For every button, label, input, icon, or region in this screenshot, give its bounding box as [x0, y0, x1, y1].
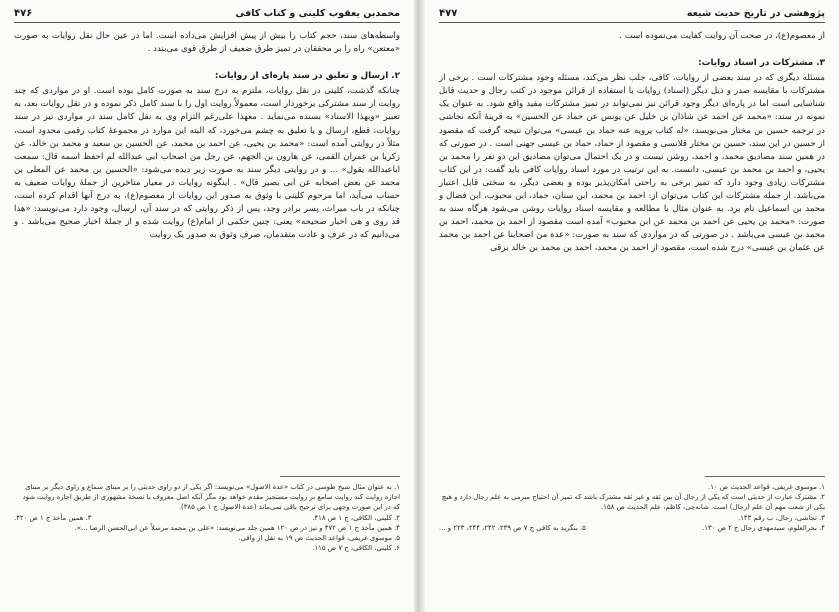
running-title: پژوهشی در تاریخ حدیث شیعه — [686, 8, 825, 19]
left-page — [0, 0, 414, 612]
footnotes — [439, 482, 825, 533]
left-page-body — [14, 30, 400, 242]
footnote: ۴. بحرالعلوم، سیدمهدی رجال ج ۲ ص ۱۳۰. — [702, 523, 825, 532]
section-heading: ۲. ارسال و تعلیق در سند پاره‌ای از روایات: — [214, 71, 400, 82]
right-page-body — [439, 30, 825, 256]
footnote-separator — [280, 476, 400, 477]
page-number: ۴۷۷ — [439, 8, 458, 19]
footnote: ۱. به عنوان مثال شیخ طوسی در کتاب «عدة الاصول» می‌نویسد: اگر یکی از دو راوی حدیثی را بر مبنای سماع و راوی دیگر بر مبنای اجازه روایت کند روایت سامع بر روایت مستجیز مقدم خواهد بود مگر آنکه اصل معروف یا نسخهٔ مشهوری از طریق اجازه روایت شود که در این صورت وجهی برای ترجیح باقی نمی‌ماند (عدة الاصول ج ۱ ص ۳۸۵). — [22, 483, 400, 512]
book-gutter — [414, 0, 425, 612]
body-paragraph: از معصوم(ع)، در صحت آن روایت کفایت می‌نموده است . — [619, 31, 825, 41]
footnote: ۲. کلینی، الکافی، ج ۱ ص ۴۱۸. — [312, 513, 400, 522]
footnote: ۳. همین مأخذ ج ۱ ص ۴۲۰. — [14, 513, 92, 522]
footnote-separator — [705, 476, 825, 477]
footnote: ۲. مشترک عبارت از حدیثی است که یکی از رجال آن بین ثقه و غیر ثقه مشترک باشد که تمیز آن احتیاج مبرمی به علم رجال دارد و هیچ یکی از شعب مهم آن علم (رجال) است. شانه‌چی، کاظم، علم الحدیث ص ۱۵۸. — [441, 493, 825, 512]
body-paragraph: چنانکه گذشت، کلینی در نقل روایات، ملتزم به درج سند به صورت کامل بوده است. او در مواردی که چند روایت از سند مشترکی برخوردار است، معمولاً روایت اول را با سند کامل ذکر نموده و در نقل روایات بعد، به تعبیر «وبهذا الاسناد» بسنده می‌نماید . معهذا علی‌رغم التزام وی به نقل کامل سند در مواردی نیز در سند روایات، قطع، ارسال و یا تعلیق به چشم می‌خورد، که البته این موارد در مجموعهٔ کتاب رقمی محدود است، مثلاً در روایتی آمده است: «محمد بن یحیی، عن احمد بن محمد، عن الحسین بن سعید و محمد بن خالد، عن زکریا بن عمران القمی، عن هارون بن الجهم، عن رجل من اصحاب ابی عبدالله لم احفظ اسمه قال: سمعت اباعبدالله یقول» ... و در روایتی دیگر سند به صورت زیر دیده می‌شود: «الحسین بن محمد عن المعلی بن محمد عن بعض اصحابه عن ابی بصیر قال» . اینگونه روایات در معیار متاخرین از جملهٔ روایات ضعیف به حساب می‌آید، اما مرحوم کلینی با وثوق به صدور این روایات از معصوم(ع)، به درج آنها اقدام کرده است، چنانکه در باب میراث، پسر برادر وجد، پس از ذکر روایتی که در سند آن، ارسال، وجود دارد می‌نویسد: «هذا قد روی و هی اخبار صحیحه» یعنی: چنین حکمی از امام(ع) روایت شده و از جملهٔ اخبار صحیح می‌باشد . و می‌دانیم که در عرف و عادت متقدمان، صرف وثوق به صدور یک روایت — [14, 86, 400, 241]
running-title: محمدبن یعقوب کلینی و کتاب کافی — [235, 8, 400, 19]
page-number: ۴۷۶ — [14, 8, 33, 19]
footnote: ۵. موسوی غریفی، قواعد الحدیث ص ۱۹ به نقل از وافی. — [238, 534, 400, 543]
right-page — [425, 0, 839, 612]
footnotes — [14, 482, 400, 553]
body-paragraph: مسئله دیگری که در سند بعضی از روایات، کافی، جلب نظر می‌کند، مسئله وجود مشترکات است . برخی از مشترکات با مقایسه صدر و ذیل دیگر (اسناد) روایات یا استفاده از قرائن موجود در کتب رجال و حدیث قابل شناسایی است اما در پاره‌ای دیگر وجود قرائن نیز نمی‌تواند در تمیز مشترکات مفید واقع شود. به عنوان یک نمونه در سند: «محمد عن احمد عن شاذان بن خلیل عن یونس عن حماد عن الحسین» به قرینهٔ آنکه نجاشی در ترجمه حسین بن مختار می‌نویسد: «له کتاب یرویه عنه حماد بن عیسی» می‌توان نتیجه گرفت که مقصود از حسین در این سند، حسین بن مختار قلانسی و مقصود از حماد، حماد بن عیسی جهنی است . در صورتی که در همین سند مصادیق محمد، و احمد، روشن نیست و در یک احتمال می‌توان مصادیق این دو نفر را محمد بن یحیی، و احمد بن محمد بن عیسی، دانست. به این ترتیب در مورد اسناد روایات کافی باید گفت: در این کتاب مشترکات زیادی وجود دارد که تمیز برخی به راحتی امکان‌پذیر بوده و بعضی دیگر، به سختی قابل اعتبار می‌باشد. از جمله مشترکات این کتاب می‌توان از: احمد بن محمد، ابن سنان، حماد، ابن محبوب، ابن فضال و محمد بن اسماعیل نام برد. به عنوان مثال با مطالعه و مقایسه اسناد روایات روشن می‌شود هرگاه سند به صورت: «محمد بن یحیی عن احمد بن محمد عن ابن محبوب» آمده است مقصود از احمد بن محمد، احمد بن محمد بن عیسی می‌باشد . در صورتی که در مواردی که سند به صورت: «عدة من اصحابنا عن احمد بن محمد عن عثمان بن عیسی» درج شده است، مقصود از احمد بن محمد، احمد بن محمد بن خالد برقی — [439, 73, 825, 254]
footnote: ۶. کلینی، الکافی، ج ۷ ص ۱۱۵. — [312, 544, 400, 553]
body-paragraph: واسطه‌های سند، حجم کتاب را بیش از پیش افزایش می‌داده است. اما در عین حال نقل روایات به صورت «معتعن» راه را بر محققان در تمیز طرق ضعیف از طرق قوی می‌بندد . — [14, 31, 400, 55]
left-page-header — [14, 6, 400, 23]
right-page-header — [439, 6, 825, 23]
footnote: ۳. نجاشی، رجال، ب رقم ۱۴۳. — [738, 513, 825, 522]
footnote: ۴. همین مأخذ ج ۱ ص ۴۷۲ و نیز در ص ۱۲۰ همین جلد می‌نویسد: «علی بن محمد مرسلاً عن ابی‌الحسن الرضا ...». — [74, 523, 400, 532]
footnote: ۱. موسوی غریفی، قواعد الحدیث ص ۱۰. — [708, 483, 825, 491]
section-heading: ۳. مشترکات در اسناد روایات: — [698, 58, 825, 69]
footnote: ۵. بنگرید به کافی ج ۷ ص ۲۳۹، ۲۴۲، ۲۴۴، ۲۲۳ و ... — [439, 523, 586, 532]
